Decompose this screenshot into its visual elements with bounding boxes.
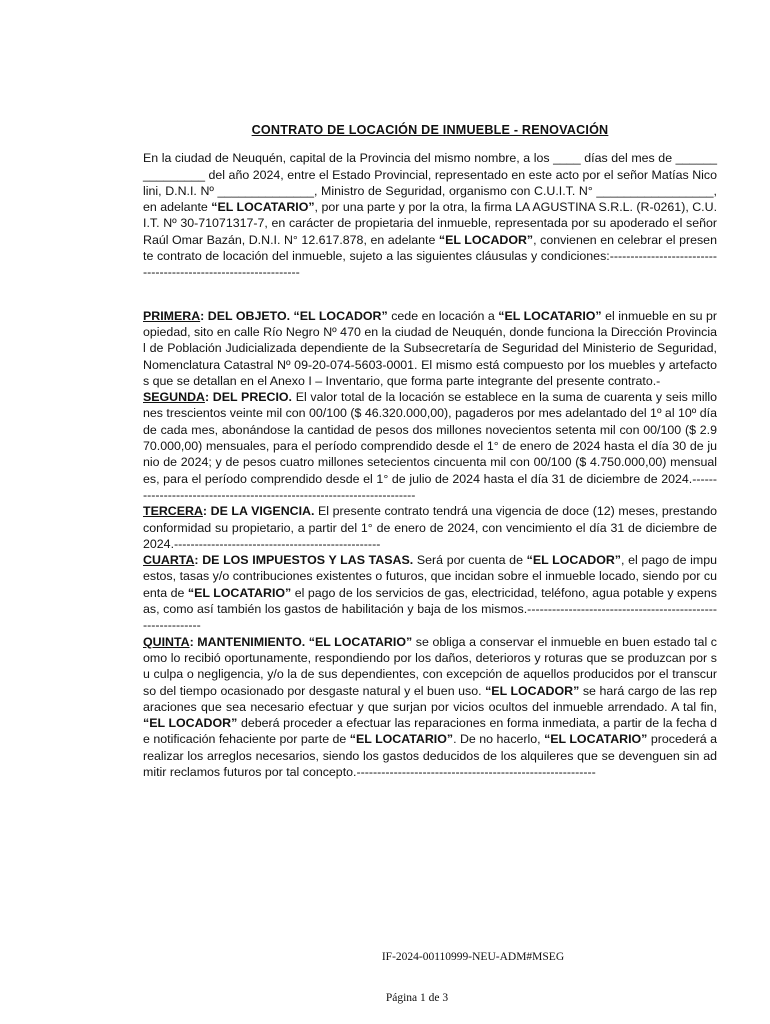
clause-cuarta-bold-2: “EL LOCATARIO” — [187, 585, 292, 600]
clause-cuarta-number: CUARTA — [143, 553, 195, 568]
clause-quinta-heading: : MANTENIMIENTO. “EL LOCATARIO” — [189, 634, 413, 649]
clause-quinta-bold-4: “EL LOCATARIO” — [544, 732, 648, 747]
clause-segunda — [143, 389, 717, 503]
intro-text-2: , por una parte y por la otra, la firma LA AGUSTINA S.R.L. (R-0261), C.U.I.T. Nº 30-71071317-7, en carácter de propietaria del inmueble, representada por su apoderado el señor Raúl Omar Bazán, D.N.I. N° 12.617.878, en adelante — [143, 200, 718, 247]
clause-primera-bold-1: “EL LOCATARIO” — [498, 308, 602, 323]
clause-quinta-text-1: se obliga a conservar el inmueble en buen estado tal como lo recibió oportunamente, respondiendo por los daños, deterioros y roturas que se produzcan por su culpa o negligencia, y/o la de sus dependientes, con excepción de aquellos producidos por el transcurso del tiempo ocasionado por desgaste natural y el buen uso. — [143, 634, 718, 698]
clause-cuarta-text-2: , el pago de impuestos, tasas y/o contribuciones existentes o futuros, que incidan sobre el inmueble locado, siendo por cuenta de — [143, 553, 718, 600]
clause-primera — [143, 308, 717, 389]
intro-bold-locatario: “EL LOCATARIO” — [211, 200, 315, 215]
document-identifier: IF-2024-00110999-NEU-ADM#MSEG — [381, 951, 565, 963]
clause-cuarta — [143, 552, 717, 633]
document-title: CONTRATO DE LOCACIÓN DE INMUEBLE - RENOVACIÓN — [251, 123, 609, 137]
intro-text-3: , convienen en celebrar el presente contrato de locación del inmueble, sujeto a las siguientes cláusulas y condiciones:---------------------------------------------------------------- — [143, 232, 717, 280]
intro-bold-locador: “EL LOCADOR” — [438, 232, 534, 247]
clause-quinta-bold-1: “EL LOCADOR” — [485, 683, 580, 698]
clause-cuarta-heading: : DE LOS IMPUESTOS Y LAS TASAS. — [194, 553, 414, 568]
clause-primera-number: PRIMERA — [143, 308, 201, 323]
clause-quinta-text-3: deberá proceder a efectuar las reparaciones en forma inmediata, a partir de la fecha de notificación fehaciente por parte de — [143, 716, 717, 747]
intro-paragraph — [143, 150, 717, 280]
clause-quinta-text-4: . De no hacerlo, — [453, 732, 545, 747]
clause-segunda-number: SEGUNDA — [143, 390, 205, 405]
clause-cuarta-text-3: el pago de los servicios de gas, electricidad, teléfono, agua potable y expensas, como así también los gastos de habilitación y baja de los mismos.------------------------------------------------------------ — [143, 585, 717, 633]
clause-primera-text-1: cede en locación a — [387, 308, 499, 323]
clause-quinta-text-2: se hará cargo de las reparaciones que sea necesario efectuar y que surjan por vicios ocultos del inmueble arrendado. A tal fin, — [143, 683, 717, 714]
clause-segunda-heading: : DEL PRECIO. — [204, 390, 293, 405]
page-number: Página 1 de 3 — [385, 992, 449, 1004]
clause-tercera — [143, 503, 717, 552]
clause-segunda-text-1: El valor total de la locación se establece en la suma de cuarenta y seis millones trescientos veinte mil con 00/100 ($ 46.320.000,00), pagaderos por mes adelantado del 1º al 10º día de cada mes, abonándose la cantidad de pesos dos millones novecientos setenta mil con 00/100 ($ 2.970.000,00) mensuales, para el período comprendido desde el 1° de enero de 2024 hasta el día 30 de junio de 2024; y de pesos cuatro millones setecientos cincuenta mil con 00/100 ($ 4.750.000,00) mensuales, para el período comprendido desde el 1° de julio de 2024 hasta el día 31 de diciembre de 2024.------------------------------------------------------------------------ — [143, 390, 717, 502]
clause-quinta-text-5: procederá a realizar los arreglos necesarios, siendo los gastos deducidos de los alquileres que se devenguen sin admitir reclamos futuros por tal concepto.---------------------------------------------------------- — [143, 732, 717, 779]
clause-primera-heading: : DEL OBJETO. “EL LOCADOR” — [200, 308, 388, 323]
intro-text-1: En la ciudad de Neuquén, capital de la Provincia del mismo nombre, a los ____ días del mes de _______________ del año 2024, entre el Estado Provincial, representado en este acto por el señor Matías Nicolini, D.N.I. Nº ______________, Ministro de Seguridad, organismo con C.U.I.T. N° _________________, en adelante — [143, 151, 717, 215]
clause-tercera-number: TERCERA — [143, 504, 203, 519]
clause-cuarta-bold-1: “EL LOCADOR” — [526, 553, 621, 568]
clause-quinta-number: QUINTA — [143, 634, 190, 649]
clause-tercera-text-1: El presente contrato tendrá una vigencia de doce (12) meses, prestando conformidad su propietario, a partir del 1° de enero de 2024, con vencimiento el día 31 de diciembre de 2024.-------------------------------------------------- — [143, 504, 718, 551]
clause-primera-text-2: el inmueble en su propiedad, sito en calle Río Negro Nº 470 en la ciudad de Neuquén, donde funciona la Dirección Provincial de Población Judicializada dependiente de la Subsecretaría de Seguridad del Ministerio de Seguridad, Nomenclatura Catastral Nº 09-20-074-5603-0001. El mismo está compuesto por los muebles y artefactos que se detallan en el Anexo I – Inventario, que forma parte integrante del presente contrato.- — [143, 308, 718, 388]
document-body — [143, 122, 717, 780]
clause-quinta-bold-3: “EL LOCATARIO” — [349, 732, 454, 747]
spacer — [143, 281, 717, 308]
clause-quinta — [143, 634, 717, 781]
clause-cuarta-text-1: Será por cuenta de — [413, 553, 527, 568]
clause-tercera-heading: : DE LA VIGENCIA. — [202, 504, 315, 519]
clause-quinta-bold-2: “EL LOCADOR” — [143, 716, 238, 731]
